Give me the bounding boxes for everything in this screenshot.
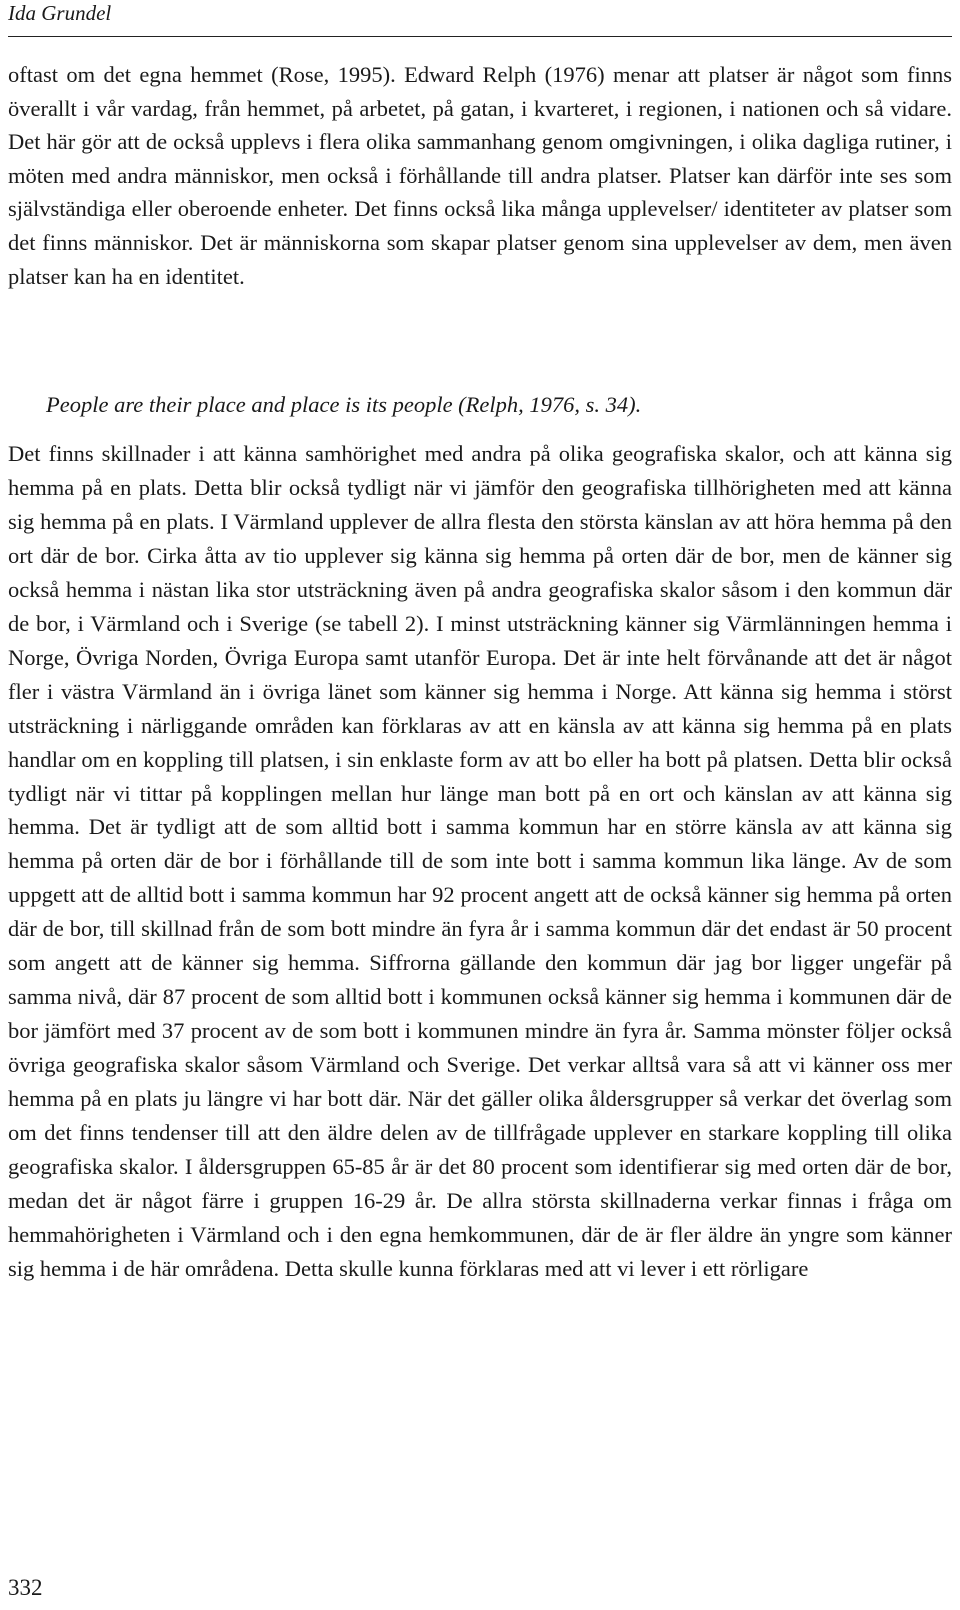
author-name: Ida Grundel: [8, 1, 112, 25]
running-header: [8, 0, 952, 37]
body-paragraph-2: Det finns skillnader i att känna samhörighet med andra på olika geografiska skalor, och att känna sig hemma på en plats. Detta blir också tydligt när vi jämför den geografiska tillhörigheten med att känna sig hemma på en plats. I Värmland upplever de allra flesta den största känslan av att höra hemma på den ort där de bor. Cirka åtta av tio upplever sig känna sig hemma på orten där de bor, men de känner sig också hemma i nästan lika stor utsträckning även på andra geografiska skalor såsom i den kommun där de bor, i Värmland och i Sverige (se tabell 2). I minst utsträckning känner sig Värmlänningen hemma i Norge, Övriga Norden, Övriga Europa samt utanför Europa. Det är inte helt förvånande att det är något fler i västra Värmland än i övriga länet som känner sig hemma i Norge. Att känna sig hemma i störst utsträckning i närliggande områden kan förklaras av att en känsla av att känna sig hemma på en plats handlar om en koppling till platsen, i sin enklaste form av att bo eller ha bott på platsen. Detta blir också tydligt när vi tittar på kopplingen mellan hur länge man bott på en ort och känslan av att känna sig hemma. Det är tydligt att de som alltid bott i samma kommun har en större känsla av att känna sig hemma på orten där de bor i förhållande till de som inte bott i samma kommun lika länge. Av de som uppgett att de alltid bott i samma kommun har 92 procent angett att de också känner sig hemma på orten där de bor, till skillnad från de som bott mindre än fyra år i samma kommun där det endast är 50 procent som angett att de känner sig hemma. Siffrorna gällande den kommun där jag bor ligger ungefär på samma nivå, där 87 procent de som alltid bott i kommunen också känner sig hemma i kommunen där de bor jämfört med 37 procent av de som bott i kommunen mindre än fyra år. Samma mönster följer också övriga geografiska skalor såsom Värmland och Sverige. Det verkar alltså vara så att vi känner oss mer hemma på en plats ju längre vi har bott där. När det gäller olika åldersgrupper så verkar det överlag som om det finns tendenser till att den äldre delen av de tillfrågade upplever en starkare koppling till olika geografiska skalor. I åldersgruppen 65-85 år är det 80 procent som identifierar sig med orten där de bor, medan det är något färre i gruppen 16-29 år. De allra största skillnaderna verkar finnas i fråga om hemmahörigheten i Värmland och i den egna hemkommunen, där de är fler äldre än yngre som känner sig hemma i de här områdena. Detta skulle kunna förklaras med att vi lever i ett rörligare: [8, 441, 952, 1281]
page-number: 332: [8, 1575, 43, 1600]
body-paragraph-1: oftast om det egna hemmet (Rose, 1995). Edward Relph (1976) menar att platser är något som finns överallt i vår vardag, från hemmet, på arbetet, på gatan, i kvarteret, i regionen, i nationen och så vidare. Det här gör att de också upplevs i flera olika sammanhang genom omgivningen, i olika dagliga rutiner, i möten med andra människor, men också i förhållande till andra platser. Platser kan därför inte ses som självständiga eller oberoende enheter. Det finns också lika många upplevelser/ identiteter av platser som det finns människor. Det är människorna som skapar platser genom sina upplevelser av dem, men även platser kan ha en identitet.: [8, 62, 952, 289]
block-quote: People are their place and place is its people (Relph, 1976, s. 34).: [46, 392, 642, 417]
